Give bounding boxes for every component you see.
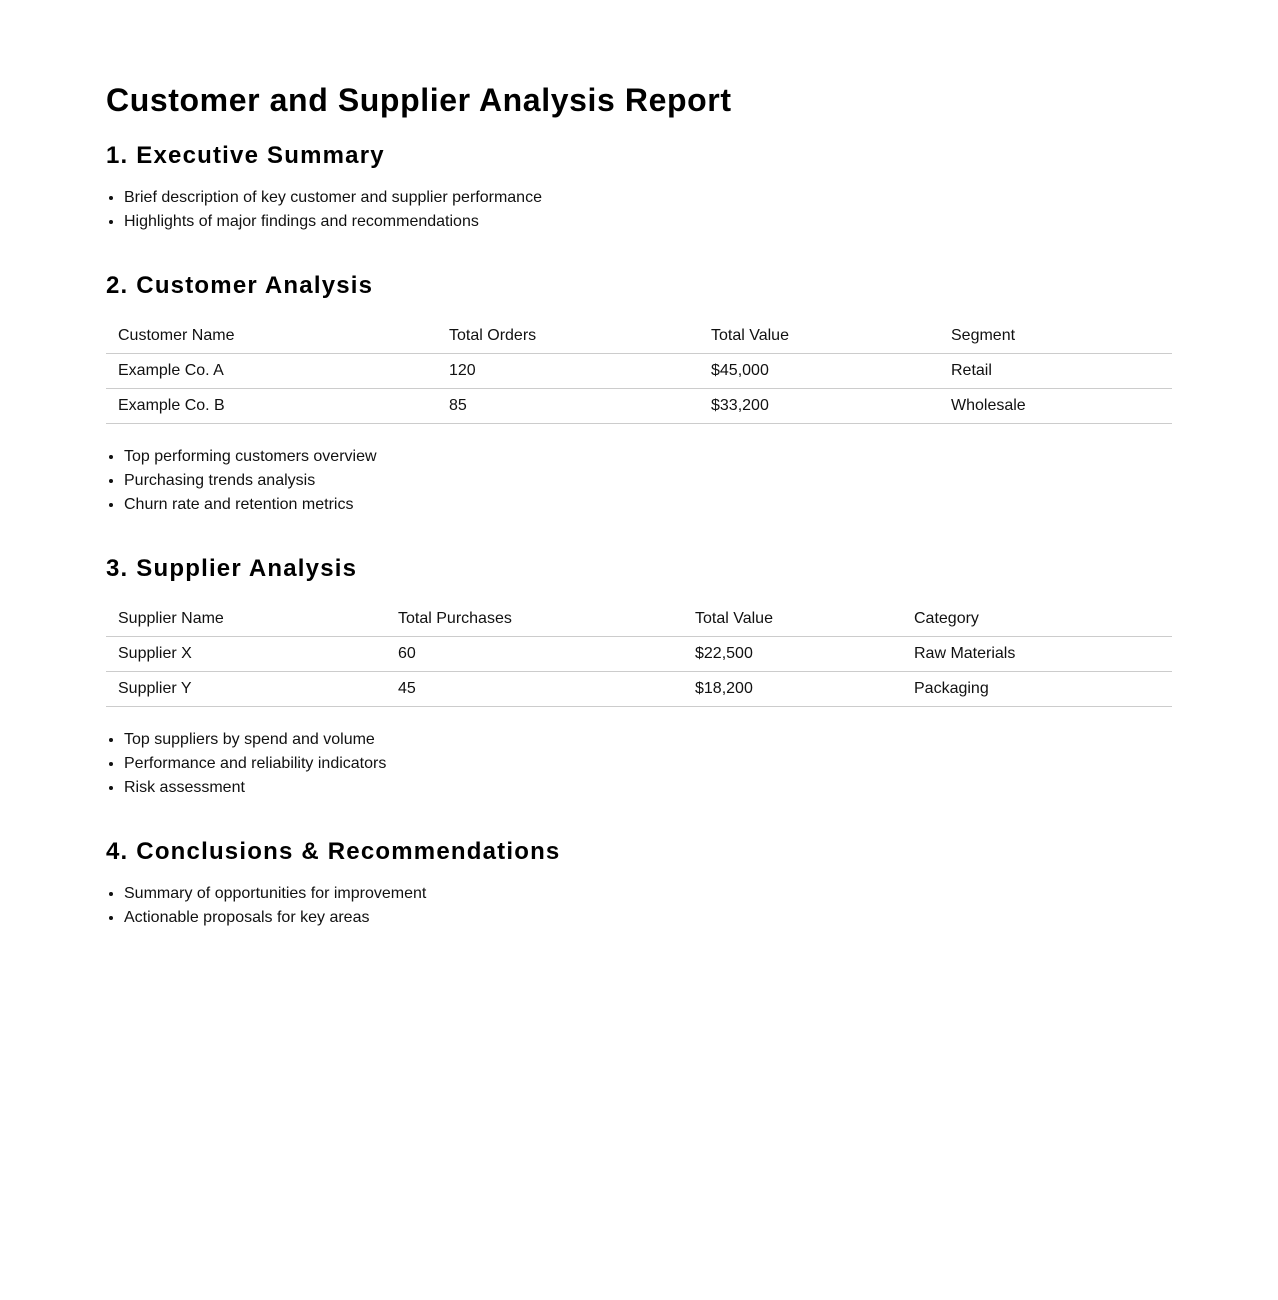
list-item: • Top suppliers by spend and volume <box>124 728 386 752</box>
table-cell: Packaging <box>902 672 1172 707</box>
table-cell: 85 <box>437 389 699 424</box>
table-row <box>106 672 1172 707</box>
table-cell: $18,200 <box>683 672 902 707</box>
customer-analysis-list <box>106 445 377 517</box>
table-cell: Supplier Y <box>106 672 386 707</box>
table-row <box>106 637 1172 672</box>
section-heading-executive-summary: 1. Executive Summary <box>106 142 385 169</box>
table-cell: $33,200 <box>699 389 939 424</box>
table-header-row <box>106 602 1172 637</box>
column-header: Customer Name <box>106 319 437 354</box>
page-title: Customer and Supplier Analysis Report <box>106 82 732 118</box>
table-cell: Raw Materials <box>902 637 1172 672</box>
conclusions-list <box>106 882 426 930</box>
table-row <box>106 389 1172 424</box>
list-item: • Top performing customers overview <box>124 445 377 469</box>
table-cell: 120 <box>437 354 699 389</box>
list-item: • Actionable proposals for key areas <box>124 906 426 930</box>
column-header: Total Value <box>699 319 939 354</box>
table-cell: Supplier X <box>106 637 386 672</box>
list-item: • Purchasing trends analysis <box>124 469 377 493</box>
list-item: • Highlights of major findings and recommendations <box>124 210 542 234</box>
table-cell: Wholesale <box>939 389 1172 424</box>
executive-summary-list <box>106 186 542 234</box>
list-item: • Performance and reliability indicators <box>124 752 386 776</box>
table-cell: 45 <box>386 672 683 707</box>
table-cell: Retail <box>939 354 1172 389</box>
column-header: Supplier Name <box>106 602 386 637</box>
section-heading-supplier-analysis: 3. Supplier Analysis <box>106 555 358 582</box>
column-header: Category <box>902 602 1172 637</box>
supplier-table <box>106 602 1172 707</box>
list-item: • Risk assessment <box>124 776 386 800</box>
table-cell: Example Co. B <box>106 389 437 424</box>
table-cell: $45,000 <box>699 354 939 389</box>
column-header: Total Orders <box>437 319 699 354</box>
table-header-row <box>106 319 1172 354</box>
list-item: • Brief description of key customer and supplier performance <box>124 186 542 210</box>
table-row <box>106 354 1172 389</box>
section-heading-customer-analysis: 2. Customer Analysis <box>106 272 374 299</box>
column-header: Total Value <box>683 602 902 637</box>
table-cell: $22,500 <box>683 637 902 672</box>
table-cell: 60 <box>386 637 683 672</box>
list-item: • Churn rate and retention metrics <box>124 493 377 517</box>
customer-table <box>106 319 1172 424</box>
list-item: • Summary of opportunities for improvement <box>124 882 426 906</box>
section-heading-conclusions: 4. Conclusions & Recommendations <box>106 838 561 865</box>
column-header: Total Purchases <box>386 602 683 637</box>
column-header: Segment <box>939 319 1172 354</box>
table-cell: Example Co. A <box>106 354 437 389</box>
supplier-analysis-list <box>106 728 386 800</box>
